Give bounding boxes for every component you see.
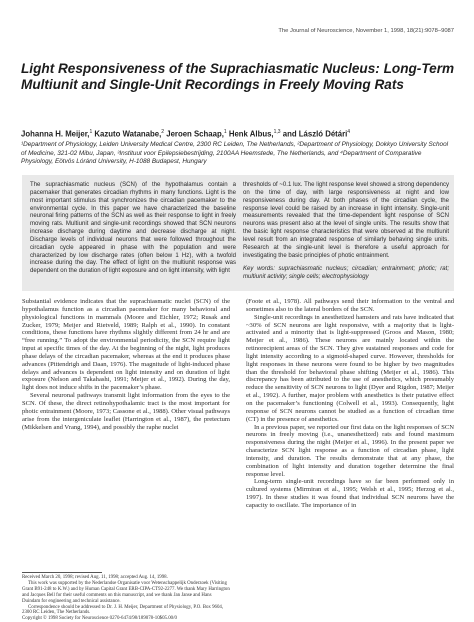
abstract-text: The suprachiasmatic nucleus (SCN) of the hypothalamus contain a pacemaker that generates circadian rhythms in many functions. Light is the most important stimulus that synchronizes the circadian pacemaker to the environmental cycle. In this paper we have characterized the baseline neuronal firing patterns of the SCN as well as their response to light in freely moving rats. Multiunit and single-unit recordings showed that SCN neurons increase discharge during daytime and decrease discharge at night. Discharge levels of individual neurons that were followed throughout the circadian cycle appeared in phase with the population and were characterized by low discharge rates (often below 1 Hz), with a twofold increase during the day. The effect of light on the multiunit response was dependent on the duration of light exposure and on light intensity, with light bbox=[30, 182, 236, 275]
author-list bbox=[21, 127, 461, 140]
footnote-received: Received March 20, 1998; revised Aug. 11, 1998; accepted Aug. 14, 1998. bbox=[22, 575, 168, 580]
keywords: Key words: suprachiasmatic nucleus; circadian; entrainment; photic; rat; multiunit activity; single cells; electrophysiology bbox=[243, 266, 449, 281]
author-name: Henk Albus, bbox=[228, 129, 274, 139]
body-paragraph: In a previous paper, we reported our first data on the light responses of SCN neurons in freely moving (i.e., unanesthetized) rats and found maximum responsiveness during the night (Meijer et al., 1996). In the present paper we characterize SCN light response as a function of circadian phase, light intensity, and duration. The results demonstrate that at any phase, the combination of light intensity and duration together determine the final response level. bbox=[246, 423, 454, 478]
abstract-right-column bbox=[243, 182, 449, 282]
author-affiliation-mark: 1,3 bbox=[273, 129, 281, 135]
article-title: Light Responsiveness of the Suprachiasmatic Nucleus: Long-Term Multiunit and Single-Unit Recordings in Freely Moving Rats bbox=[21, 61, 455, 92]
author-name: Johanna H. Meijer, bbox=[21, 129, 90, 139]
author-affiliation-mark: 4 bbox=[347, 129, 351, 135]
footnote-funding: This work was supported by the Nederlandse Organisatie voor Wetenschappelijk Onderzoek (Visiting Grant B91-248 to K.W.) and by Human Capital Grant ERB-CIPA-CT92-2277. We thank Mary Harrington and Jacques Bell for their useful comments on this manuscript, and we thank Jan Janse and Hans Duindam for engineering and technical assistance. bbox=[22, 580, 230, 604]
footnote-copyright: Copyright © 1998 Society for Neuroscience 0270-6474/98/189078-10$05.00/0 bbox=[22, 616, 177, 622]
body-paragraph: (Foote et al., 1978). All pathways send their information to the ventral and sometimes also to the lateral borders of the SCN. bbox=[246, 298, 454, 313]
body-right-column bbox=[246, 298, 454, 510]
author-name: Jeroen Schaap, bbox=[166, 129, 224, 139]
affiliations: ¹Department of Physiology, Leiden University Medical Centre, 2300 RC Leiden, The Netherlands, ²Department of Physiology, Dokkyo University School of Medicine, 321-02 Mibu, Japan, ³Instituut voor Epilepsiebestrijding, 2100AA Heemstede, The Netherlands, and ⁴Department of Comparative Physiology, Eötvös Lóránd University, H-1088 Budapest, Hungary bbox=[21, 141, 449, 166]
footnote-correspondence: Correspondence should be addressed to Dr. J. H. Meijer, Department of Physiology, P.O. Box 9604, 2300 RC Leiden, The Netherlands. bbox=[22, 604, 224, 616]
author-name: Kazuto Watanabe, bbox=[94, 129, 162, 139]
abstract-left-column bbox=[30, 182, 236, 276]
abstract-text: thresholds of ~0.1 lux. The light response level showed a strong dependency on the time of day, with large responsiveness at night and low responsiveness during day. At both phases of the circadian cycle, the response level could be raised by an increase in light intensity. Single-unit measurements revealed that the time-dependent light response of SCN neurons was present also at the level of single units. The results show that the basic light response characteristics that were observed at the multiunit level result from an integrated response of similarly behaving single units. Research at the single-unit level is therefore a useful approach for investigating the basic principles of photic entrainment. bbox=[243, 182, 449, 259]
author-affiliation-mark: 2 bbox=[161, 129, 165, 135]
footnotes bbox=[22, 575, 230, 622]
body-paragraph: Single-unit recordings in anesthetized hamsters and rats have indicated that ~30% of SCN neurons are light responsive, with a majority that is light-activated and a minority that is light-suppressed (Groos and Mason, 1980; Meijer et al., 1986). These neurons are mainly located within the retinorecipient areas of the SCN. They give sustained responses and code for light intensity according to a sigmoid-shaped curve. However, thresholds for light responses in these neurons were found to be higher by two magnitudes than the threshold for behavioral phase shifting (Meijer et al., 1986). This discrepancy has been attributed to the use of anesthetics, which presumably reduce the sensitivity of SCN neurons to light (Dyer and Rigdon, 1987; Meijer et al., 1992). A further, major problem with anesthetics is their putative effect on the pacemaker’s functioning (Colwell et al., 1993). Consequently, light response of SCN neurons cannot be studied as a function of circadian time (CT) in the presence of anesthetics. bbox=[246, 313, 454, 423]
journal-citation: The Journal of Neuroscience, November 1, 1998, 18(21):9078–9087 bbox=[278, 28, 454, 34]
footnote-divider bbox=[22, 572, 102, 573]
body-left-column bbox=[22, 298, 230, 431]
author-affiliation-mark: 1 bbox=[89, 129, 93, 135]
body-paragraph: Long-term single-unit recordings have so far been performed only in cultured systems (Mirmiran et al., 1995; Welsh et al., 1995; Herzog et al., 1997). In these studies it was found that individual SCN neurons have the capacity to oscillate. The importance of in bbox=[246, 478, 454, 509]
author-affiliation-mark: 1 bbox=[223, 129, 227, 135]
body-paragraph: Several neuronal pathways transmit light information from the eyes to the SCN. Of these, the direct retinohypothalamic tract is the most important for photic entrainment (Moore, 1973; Cassone et al., 1988). Other visual pathways arise from the intergeniculate leaflet (Harrington et al., 1987), the pretectum (Mikkelsen and Vrang, 1994), and possibly the raphe nuclei bbox=[22, 392, 230, 431]
author-name: and László Détári bbox=[282, 129, 348, 139]
body-paragraph: Substantial evidence indicates that the suprachiasmatic nuclei (SCN) of the hypothalamus function as a circadian pacemaker for many behavioral and physiological functions in mammals (Moore and Eichler, 1972; Rusak and Zucker, 1979; Meijer and Rietveld, 1989; Ralph et al., 1990). In constant conditions, these functions have rhythms slightly different from 24 hr and are “free running.” To adopt the environmental periodicity, the SCN require light input at specific times of the day. At the beginning of the night, light produces phase delays of the circadian pacemaker, whereas at the end it produces phase advances (Pittendrigh and Daan, 1976). The magnitude of light-induced phase delays and advances is dependent on light intensity and on duration of light exposure (Nelson and Takahashi, 1991; Meijer et al., 1992). During the day, light does not induce shifts in the pacemaker’s phase. bbox=[22, 298, 230, 392]
